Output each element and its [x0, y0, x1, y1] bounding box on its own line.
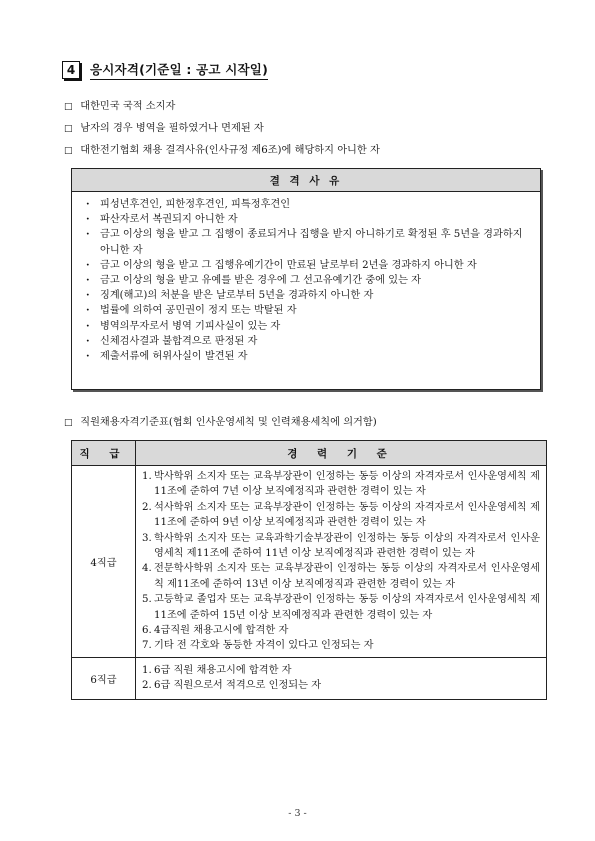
table-row	[72, 466, 547, 658]
page-number: - 3 -	[288, 808, 307, 819]
disqualification-title: 결 격 사 유	[72, 169, 540, 192]
checkbox-icon: □	[64, 124, 73, 134]
requirement-text: 대한민국 국적 소지자	[80, 101, 176, 112]
criteria-cell	[136, 466, 547, 658]
list-item: · 금고 이상의 형을 받고 그 집행유예기간이 만료된 날로부터 2년을 경과하지 아니한 자	[86, 258, 530, 273]
criteria-item: 7. 기타 전 각호와 동등한 자격이 있다고 인정되는 자	[142, 640, 374, 652]
requirement-item	[64, 141, 380, 156]
list-item: · 피성년후견인, 피한정후견인, 피특정후견인	[86, 197, 530, 212]
list-item: · 금고 이상의 형을 받고 그 집행이 종료되거나 집행을 받지 아니하기로 확정된 후 5년을 경과하지 아니한 자	[86, 227, 530, 257]
requirement-text: 남자의 경우 병역을 필하였거나 면제된 자	[80, 123, 264, 134]
grade-cell: 6직급	[72, 657, 136, 699]
table-row	[72, 657, 547, 699]
list-item: · 금고 이상의 형을 받고 유예를 받은 경우에 그 선고유예기간 중에 있는 자	[86, 273, 530, 288]
section-title: 응시자격(기준일 : 공고 시작일)	[90, 60, 268, 80]
requirement-item	[64, 119, 264, 134]
criteria-item: 2. 6급 직원으로서 적격으로 인정되는 자	[142, 680, 322, 692]
list-item: · 병역의무자로서 병역 기피사실이 있는 자	[86, 319, 530, 334]
requirement-item	[64, 97, 175, 112]
table-header-row	[72, 441, 547, 466]
list-item: · 징계(해고)의 처분을 받은 날로부터 5년을 경과하지 아니한 자	[86, 288, 530, 303]
disqualification-box	[71, 168, 541, 390]
criteria-item: 5. 고등학교 졸업자 또는 교육부장관이 인정하는 동등 이상의 자격자로서 인사운영세칙 제11조에 준하여 15년 이상 보직예정직과 관련한 경력이 있는 자	[142, 594, 540, 621]
disqualification-list	[72, 192, 540, 364]
grade-cell: 4직급	[72, 466, 136, 658]
list-item: · 제출서류에 허위사실이 발견된 자	[86, 349, 530, 364]
criteria-item: 4. 전문학사학위 소지자 또는 교육부장관이 인정하는 동등 이상의 자격자로서 인사운영세칙 제11조에 준하여 13년 이상 보직예정직과 관련한 경력이 있는 자	[142, 563, 540, 590]
criteria-table	[71, 440, 547, 700]
criteria-item: 1. 6급 직원 채용고시에 합격한 자	[142, 664, 292, 676]
list-item: · 신체검사결과 불합격으로 판정된 자	[86, 334, 530, 349]
criteria-heading-text: 직원채용자격기준표(협회 인사운영세칙 및 인력채용세칙에 의거함)	[80, 417, 377, 428]
list-item: · 파산자로서 복권되지 아니한 자	[86, 212, 530, 227]
column-header-criteria: 경 력 기 준	[136, 441, 547, 466]
criteria-item: 6. 4급직원 채용고시에 합격한 자	[142, 625, 289, 637]
checkbox-icon: □	[64, 102, 73, 112]
criteria-item: 1. 박사학위 소지자 또는 교육부장관이 인정하는 동등 이상의 자격자로서 인사운영세칙 제11조에 준하여 7년 이상 보직예정직과 관련한 경력이 있는 자	[142, 471, 540, 498]
column-header-grade: 직 급	[72, 441, 136, 466]
criteria-item: 3. 학사학위 소지자 또는 교육과학기술부장관이 인정하는 동등 이상의 자격자로서 인사운영세칙 제11조에 준하여 11년 이상 보직예정직과 관련한 경력이 있는 자	[142, 532, 540, 560]
list-item: · 법률에 의하여 공민권이 정지 또는 박탈된 자	[86, 303, 530, 318]
checkbox-icon: □	[64, 418, 73, 428]
criteria-item: 2. 석사학위 소지자 또는 교육부장관이 인정하는 동등 이상의 자격자로서 인사운영세칙 제11조에 준하여 9년 이상 보직예정직과 관련한 경력이 있는 자	[142, 501, 540, 529]
criteria-cell	[136, 657, 547, 699]
checkbox-icon: □	[64, 146, 73, 156]
requirement-text: 대한전기협회 채용 결격사유(인사규정 제6조)에 해당하지 아니한 자	[80, 145, 380, 156]
section-header	[62, 60, 268, 80]
criteria-heading	[64, 413, 377, 428]
section-number: 4	[62, 61, 80, 79]
